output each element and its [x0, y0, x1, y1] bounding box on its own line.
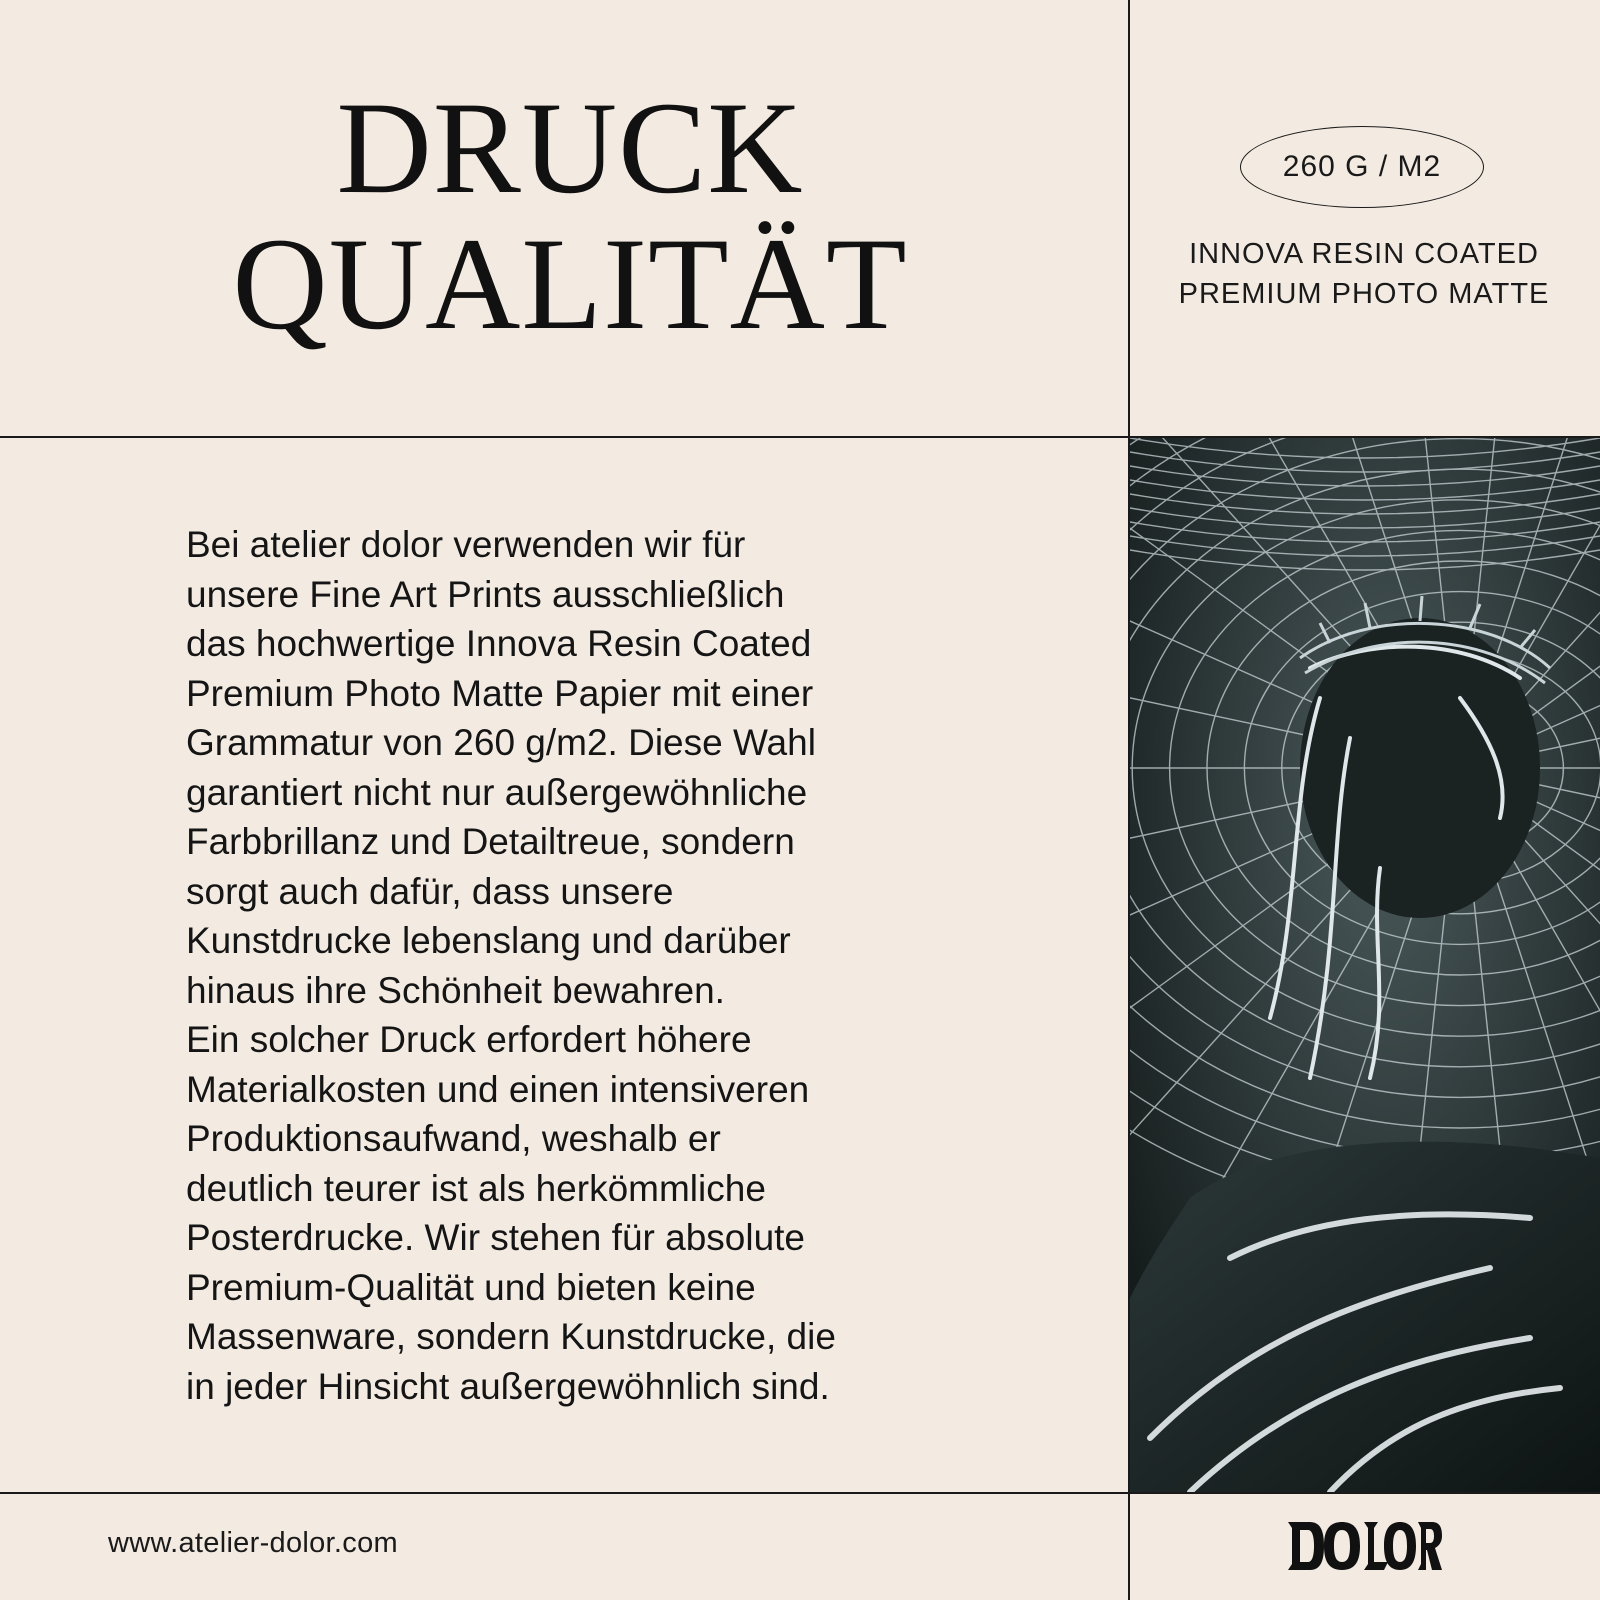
paper-spec — [1140, 234, 1588, 314]
description-line: hinaus ihre Schönheit bewahren. — [186, 969, 725, 1011]
description-line: unsere Fine Art Prints ausschließlich — [186, 573, 785, 615]
artwork-image — [1130, 438, 1600, 1492]
description-text — [186, 520, 926, 1411]
robe-shape — [1130, 1142, 1600, 1492]
title-line-2: QUALITÄT — [232, 210, 908, 357]
title-line-1: DRUCK — [336, 74, 804, 221]
dolor-logo — [1284, 1514, 1444, 1578]
page-title — [150, 74, 990, 357]
paper-spec-line-1: INNOVA RESIN COATED — [1189, 238, 1539, 270]
description-line: deutlich teurer ist als herkömmliche — [186, 1167, 766, 1209]
description-line: Kunstdrucke lebenslang und darüber — [186, 920, 791, 961]
description-line: Premium-Qualität und bieten keine — [186, 1266, 756, 1308]
description-line: in jeder Hinsicht außergewöhnlich sind. — [186, 1365, 830, 1407]
description-line: Produktionsaufwand, weshalb er — [186, 1118, 721, 1159]
description-line: Premium Photo Matte Papier mit einer — [186, 672, 814, 714]
description-line: sorgt auch dafür, dass unsere — [186, 870, 674, 912]
website-url: www.atelier-dolor.com — [108, 1527, 398, 1559]
description-line: Bei atelier dolor verwenden wir für — [186, 524, 746, 565]
bottom-divider — [0, 1492, 1600, 1494]
description-line: Posterdrucke. Wir stehen für absolute — [186, 1217, 806, 1258]
description-line: garantiert nicht nur außergewöhnliche — [186, 771, 808, 813]
description-line: Massenware, sondern Kunstdrucke, die — [186, 1316, 836, 1357]
description-line: Ein solcher Druck erfordert höhere — [186, 1019, 752, 1060]
description-line: Materialkosten und einen intensiveren — [186, 1068, 810, 1110]
artwork-illustration — [1130, 438, 1600, 1492]
paper-spec-line-2: PREMIUM PHOTO MATTE — [1178, 278, 1550, 310]
description-line: Grammatur von 260 g/m2. Diese Wahl — [186, 722, 816, 763]
description-line: Farbbrillanz und Detailtreue, sondern — [186, 821, 795, 862]
paper-weight-badge: 260 G / M2 — [1240, 126, 1484, 208]
description-line: das hochwertige Innova Resin Coated — [186, 623, 812, 664]
